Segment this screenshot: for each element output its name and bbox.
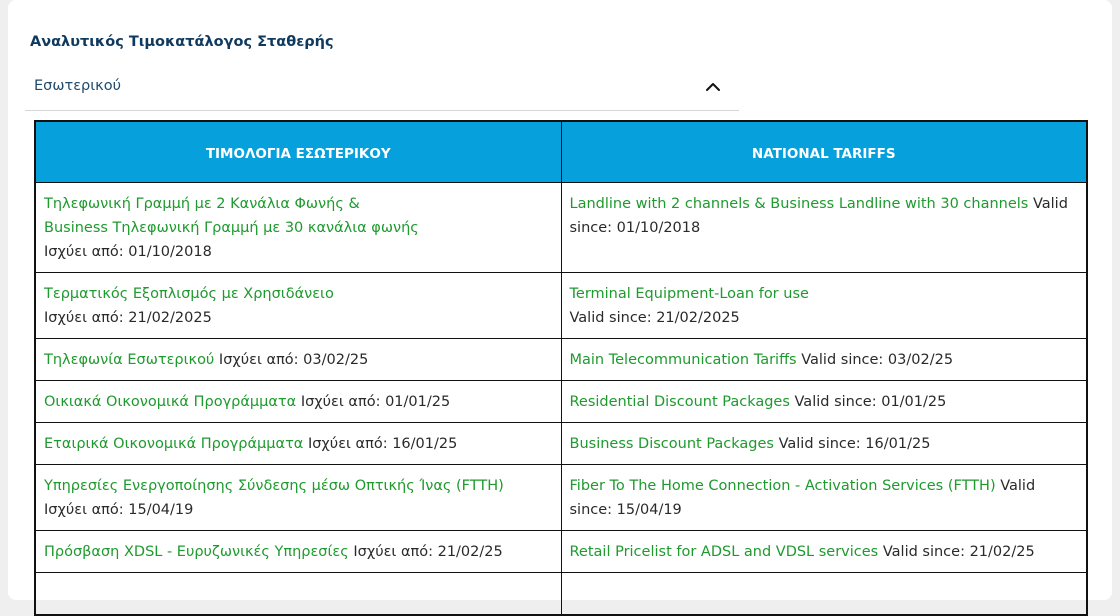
valid-date: Ισχύει από: 21/02/2025 [44, 310, 212, 326]
table-row [35, 423, 1087, 465]
cell-greek [35, 573, 561, 616]
cell-greek [35, 531, 561, 573]
tariff-table [34, 120, 1088, 616]
valid-date: Valid since: 21/02/25 [878, 544, 1035, 560]
cell-english [561, 423, 1087, 465]
link-main-tariffs-en[interactable]: Main Telecommunication Tariffs [569, 352, 797, 368]
link-terminal-equipment-gr[interactable]: Τερματικός Εξοπλισμός με Χρησιδάνειο [44, 286, 334, 302]
cell-english [561, 381, 1087, 423]
valid-date: Ισχύει από: 16/01/25 [303, 436, 458, 452]
valid-date: Valid since: 15/04/19 [569, 478, 1036, 518]
valid-date: Ισχύει από: 21/02/25 [348, 544, 503, 560]
table-row [35, 465, 1087, 531]
table-row [35, 339, 1087, 381]
accordion-header-domestic[interactable] [25, 66, 739, 111]
valid-date: Valid since: 21/02/2025 [569, 310, 740, 326]
cell-english [561, 573, 1087, 616]
cell-english [561, 273, 1087, 339]
column-header-english: NATIONAL TARIFFS [561, 121, 1087, 183]
table-row [35, 381, 1087, 423]
link-xdsl-en[interactable]: Retail Pricelist for ADSL and VDSL services [569, 544, 879, 560]
column-header-greek: ΤΙΜΟΛΟΓΙΑ ΕΣΩΤΕΡΙΚΟΥ [35, 121, 561, 183]
valid-date: Ισχύει από: 01/01/25 [296, 394, 451, 410]
valid-date: Valid since: 03/02/25 [796, 352, 954, 368]
valid-date: Ισχύει από: 01/10/2018 [44, 244, 212, 260]
cell-greek [35, 273, 561, 339]
valid-date: Valid since: 01/10/2018 [569, 196, 1068, 236]
cell-greek [35, 381, 561, 423]
link-terminal-equipment-en[interactable]: Terminal Equipment-Loan for use [569, 286, 809, 302]
link-residential-packages-gr[interactable]: Οικιακά Οικονομικά Προγράμματα [44, 394, 297, 410]
link-ftth-gr[interactable]: Υπηρεσίες Ενεργοποίησης Σύνδεσης μέσω Οπτικής Ίνας (FTTH) [44, 478, 504, 494]
cell-greek [35, 183, 561, 273]
link-business-packages-en[interactable]: Business Discount Packages [569, 436, 774, 452]
valid-date: Ισχύει από: 03/02/25 [214, 352, 369, 368]
cell-english [561, 339, 1087, 381]
link-xdsl-gr[interactable]: Πρόσβαση XDSL - Ευρυζωνικές Υπηρεσίες [44, 544, 349, 560]
cell-greek [35, 465, 561, 531]
link-business-landline-gr[interactable]: Business Τηλεφωνική Γραμμή με 30 κανάλια φωνής [44, 220, 419, 236]
valid-date: Valid since: 16/01/25 [773, 436, 931, 452]
link-landline-gr[interactable]: Τηλεφωνική Γραμμή με 2 Κανάλια Φωνής & [44, 196, 360, 212]
link-ftth-en[interactable]: Fiber To The Home Connection - Activation Services (FTTH) [569, 478, 996, 494]
table-row [35, 273, 1087, 339]
table-row [35, 531, 1087, 573]
link-landline-en[interactable]: Landline with 2 channels & Business Landline with 30 channels [569, 196, 1029, 212]
chevron-up-icon[interactable] [705, 79, 721, 95]
link-residential-packages-en[interactable]: Residential Discount Packages [569, 394, 790, 410]
cell-english [561, 183, 1087, 273]
cell-english [561, 531, 1087, 573]
link-domestic-telephony-gr[interactable]: Τηλεφωνία Εσωτερικού [44, 352, 215, 368]
cell-english [561, 465, 1087, 531]
cell-greek [35, 339, 561, 381]
valid-date: Valid since: 01/01/25 [789, 394, 947, 410]
accordion-label: Εσωτερικού [34, 78, 121, 94]
table-row [35, 183, 1087, 273]
valid-date: Ισχύει από: 15/04/19 [44, 502, 194, 518]
cell-greek [35, 423, 561, 465]
table-row [35, 573, 1087, 616]
table-header-row [35, 121, 1087, 183]
content-card [8, 0, 1112, 600]
link-business-packages-gr[interactable]: Εταιρικά Οικονομικά Προγράμματα [44, 436, 304, 452]
section-title: Αναλυτικός Τιμοκατάλογος Σταθερής [30, 34, 334, 50]
